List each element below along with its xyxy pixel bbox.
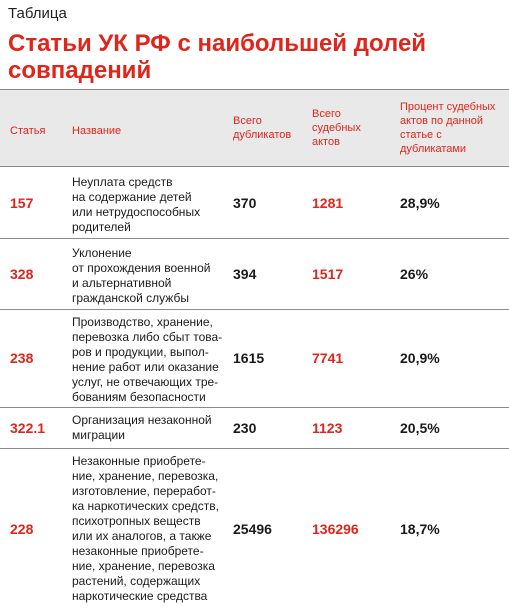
table-row — [0, 449, 509, 609]
row-acts: 136296 — [312, 521, 359, 537]
row-name: Производство, хранение, перевозка либо сбыт това- ров и продукции, выпол- нение работ или оказание услуг, не отвечающих тре- бованиям безопасности — [72, 315, 223, 404]
row-percent: 18,7% — [400, 521, 440, 537]
articles-table — [0, 89, 509, 609]
row-duplicates: 230 — [233, 420, 257, 436]
table-row — [0, 167, 509, 239]
row-duplicates: 370 — [233, 195, 257, 211]
header-name: Название — [72, 125, 122, 137]
row-acts: 1123 — [312, 420, 343, 436]
row-name: Уклонение от прохождения военной и альтернативной гражданской службы — [72, 246, 211, 305]
row-article: 238 — [10, 350, 34, 366]
row-name: Организация незаконной миграции — [72, 413, 212, 442]
row-duplicates: 1615 — [233, 350, 265, 366]
row-article: 322.1 — [10, 420, 46, 436]
row-article: 328 — [10, 266, 34, 282]
kicker-label: Таблица — [8, 5, 67, 22]
table-row — [0, 239, 509, 310]
row-article: 157 — [10, 195, 34, 211]
row-acts: 1517 — [312, 266, 344, 282]
header-acts: Всего судебных актов — [312, 108, 361, 148]
row-percent: 20,5% — [400, 420, 440, 436]
header-article: Статья — [10, 125, 46, 137]
row-acts: 1281 — [312, 195, 344, 211]
row-duplicates: 25496 — [233, 521, 272, 537]
row-name: Незаконные приобрете- ние, хранение, перевозка, изготовление, переработ- ка наркотических средств, психотропных веществ или их аналогов, а также незаконные приобрете- ние, хранение, перевозка растений, содержащих наркотические средства — [72, 454, 219, 603]
row-article: 228 — [10, 521, 34, 537]
table-header — [0, 90, 509, 167]
header-duplicates: Всего дубликатов — [233, 115, 292, 141]
row-percent: 20,9% — [400, 350, 440, 366]
table-title: Статьи УК РФ с наибольшей долей совпадений — [8, 30, 427, 84]
row-percent: 28,9% — [400, 195, 440, 211]
row-duplicates: 394 — [233, 266, 257, 282]
row-name: Неуплата средств на содержание детей или нетрудоспособных родителей — [72, 175, 201, 234]
header-percent: Процент судебных актов по данной статье с дубликатами — [400, 101, 496, 155]
row-percent: 26% — [400, 266, 429, 282]
row-acts: 7741 — [312, 350, 344, 366]
table-row — [0, 408, 509, 449]
table-row — [0, 310, 509, 408]
